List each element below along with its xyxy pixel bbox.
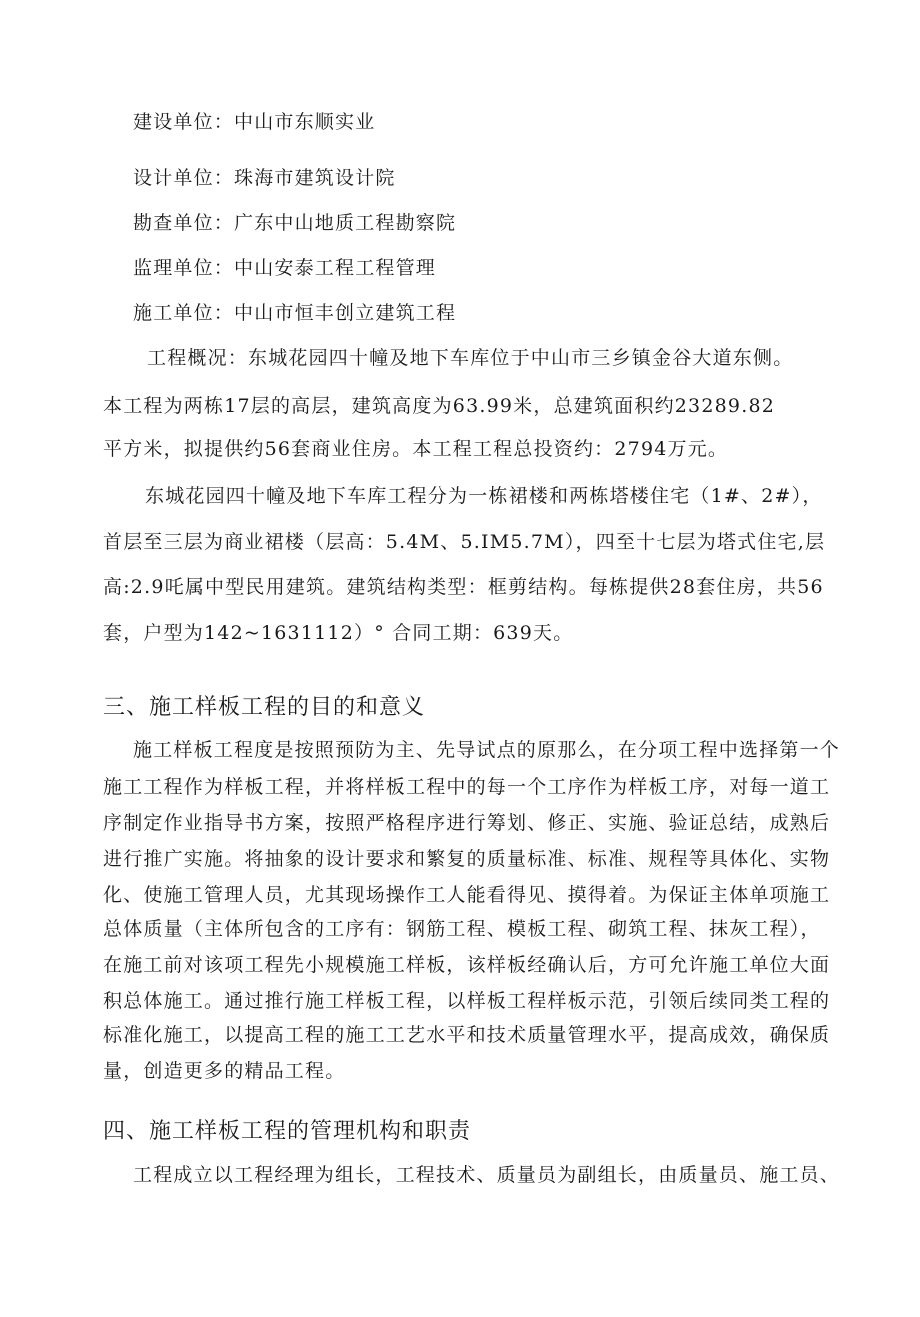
section-3-line-3: 序制定作业指导书方案，按照严格程序进行筹划、修正、实施、验证总结，成熟后 <box>103 812 831 834</box>
structure-line-1: 东城花园四十幢及地下车库工程分为一栋裙楼和两栋塔楼住宅（1#、2#）， <box>145 485 823 507</box>
overview-line-1: 工程概况：东城花园四十幢及地下车库位于中山市三乡镇金谷大道东侧。 <box>147 347 794 369</box>
construction-unit-line: 施工单位：中山市恒丰创立建筑工程 <box>133 302 457 324</box>
section-3-line-2: 施工工程作为样板工程，并将样板工程中的每一个工序作为样板工序，对每一道工 <box>103 776 831 798</box>
section-3-line-10: 量，创造更多的精品工程。 <box>103 1060 346 1082</box>
section-3-line-8: 积总体施工。通过推行施工样板工程，以样板工程样板示范，引领后续同类工程的 <box>103 990 831 1012</box>
section-4-line-1: 工程成立以工程经理为组长，工程技术、质量员为副组长，由质量员、施工员、 <box>133 1164 841 1186</box>
survey-unit-line: 勘查单位：广东中山地质工程勘察院 <box>133 212 457 234</box>
section-4-heading: 四、施工样板工程的管理机构和职责 <box>103 1119 472 1144</box>
section-3-line-9: 标准化施工，以提高工程的施工工艺水平和技术质量管理水平，提高成效，确保质 <box>103 1024 831 1046</box>
section-3-line-6: 总体质量（主体所包含的工序有：钢筋工程、模板工程、砌筑工程、抹灰工程）， <box>103 918 821 940</box>
build-unit-line: 建设单位：中山市东顺实业 <box>133 111 376 133</box>
overview-line-2: 本工程为两栋17层的高层，建筑高度为63.99米，总建筑面积约23289.82 <box>103 395 776 417</box>
structure-line-4: 套，户型为142~1631112）° 合同工期：639天。 <box>103 622 574 644</box>
overview-line-3: 平方米，拟提供约56套商业住房。本工程工程总投资约：2794万元。 <box>103 438 729 460</box>
structure-line-2: 首层至三层为商业裙楼（层高：5.4M、5.IM5.7M），四至十七层为塔式住宅,层 <box>103 531 826 553</box>
design-unit-line: 设计单位：珠海市建筑设计院 <box>133 167 396 189</box>
supervision-unit-line: 监理单位：中山安泰工程工程管理 <box>133 257 437 279</box>
section-3-line-4: 进行推广实施。将抽象的设计要求和繁复的质量标准、标准、规程等具体化、实物 <box>103 848 831 870</box>
section-3-line-1: 施工样板工程度是按照预防为主、先导试点的原那么，在分项工程中选择第一个 <box>133 739 841 761</box>
section-3-heading: 三、施工样板工程的目的和意义 <box>103 695 426 720</box>
structure-line-3: 高:2.9吒属中型民用建筑。建筑结构类型：框剪结构。每栋提供28套住房，共56 <box>103 576 824 598</box>
section-3-line-5: 化、使施工管理人员，尤其现场操作工人能看得见、摸得着。为保证主体单项施工 <box>103 884 831 906</box>
section-3-line-7: 在施工前对该项工程先小规模施工样板，该样板经确认后，方可允许施工单位大面 <box>103 954 831 976</box>
